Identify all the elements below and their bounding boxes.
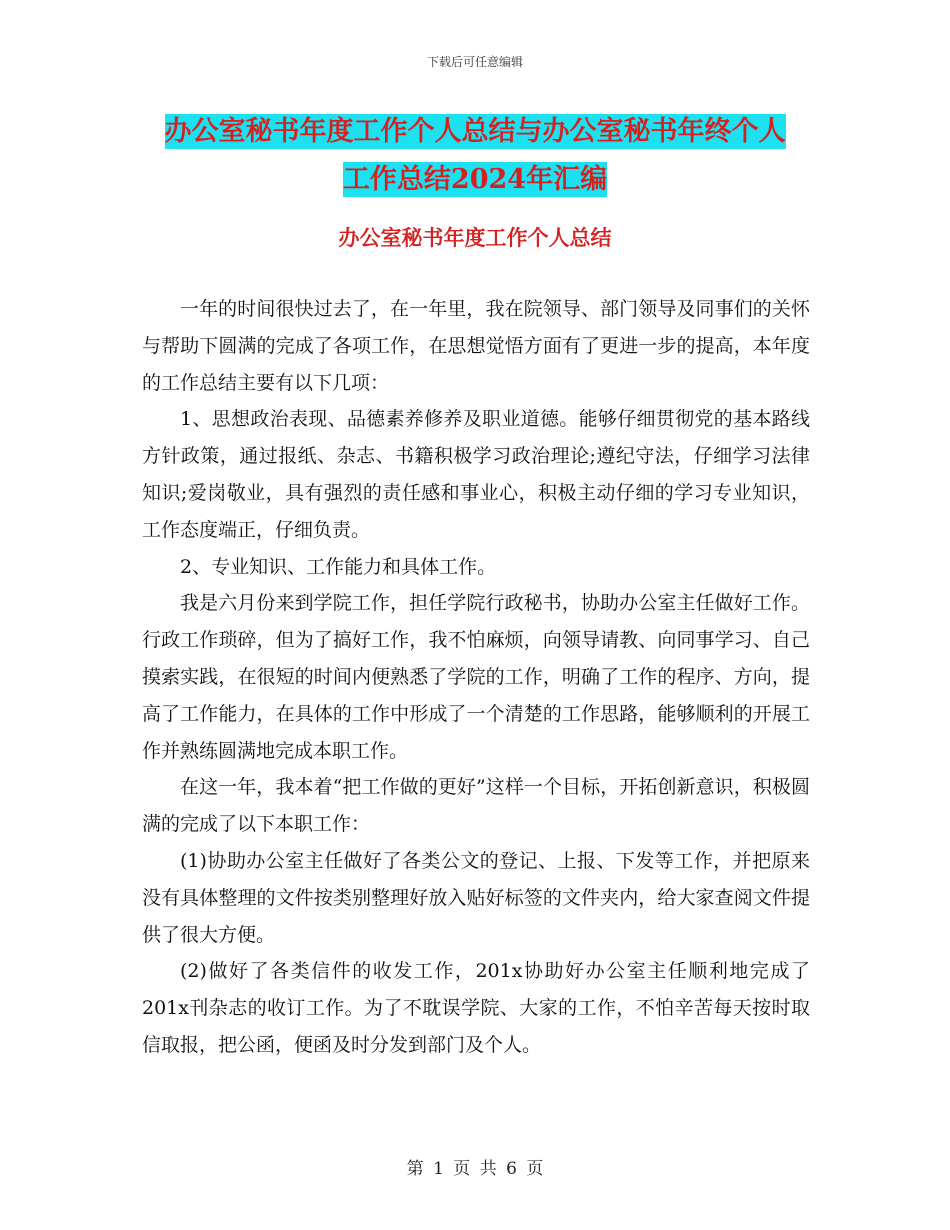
- paragraph: (2)做好了各类信件的收发工作，201x协助好办公室主任顺利地完成了201x刊杂志的收订工作。为了不耽误学院、大家的工作，不怕辛苦每天按时取信取报，把公函，便函及时分发到部门及个人。: [142, 960, 810, 1056]
- paragraph: 一年的时间很快过去了，在一年里，我在院领导、部门领导及同事们的关怀与帮助下圆满的完成了各项工作，在思想觉悟方面有了更进一步的提高，本年度的工作总结主要有以下几项：: [142, 298, 810, 394]
- paragraph: 在这一年，我本着“把工作做的更好”这样一个目标，开拓创新意识，积极圆满的完成了以下本职工作：: [142, 776, 810, 836]
- paragraph: 1、思想政治表现、品德素养修养及职业道德。能够仔细贯彻党的基本路线方针政策，通过报纸、杂志、书籍积极学习政治理论;遵纪守法，仔细学习法律知识;爱岗敬业，具有强烈的责任感和事业心，积极主动仔细的学习专业知识，工作态度端正，仔细负责。: [142, 408, 810, 541]
- page-number-footer: 第 1 页 共 6 页: [406, 1159, 544, 1179]
- body-text: [142, 291, 810, 1064]
- page-header-note: 下载后可任意编辑: [426, 55, 523, 69]
- paragraph: (1)协助办公室主任做好了各类公文的登记、上报、下发等工作，并把原来没有具体整理的文件按类别整理好放入贴好标签的文件夹内，给大家查阅文件提供了很大方便。: [142, 849, 810, 946]
- paragraph: 2、专业知识、工作能力和具体工作。: [180, 555, 497, 578]
- document-title: [140, 108, 810, 204]
- document-title-line-1: 办公室秘书年度工作个人总结与办公室秘书年终个人: [164, 116, 786, 147]
- document-title-line-2: 工作总结2024年汇编: [342, 164, 608, 195]
- paragraph: 我是六月份来到学院工作，担任学院行政秘书，协助办公室主任做好工作。行政工作琐碎，但为了搞好工作，我不怕麻烦，向领导请教、向同事学习、自己摸索实践，在很短的时间内便熟悉了学院的工作，明确了工作的程序、方向，提高了工作能力，在具体的工作中形成了一个清楚的工作思路，能够顺利的开展工作并熟练圆满地完成本职工作。: [142, 592, 810, 762]
- section-heading: 办公室秘书年度工作个人总结: [338, 225, 612, 250]
